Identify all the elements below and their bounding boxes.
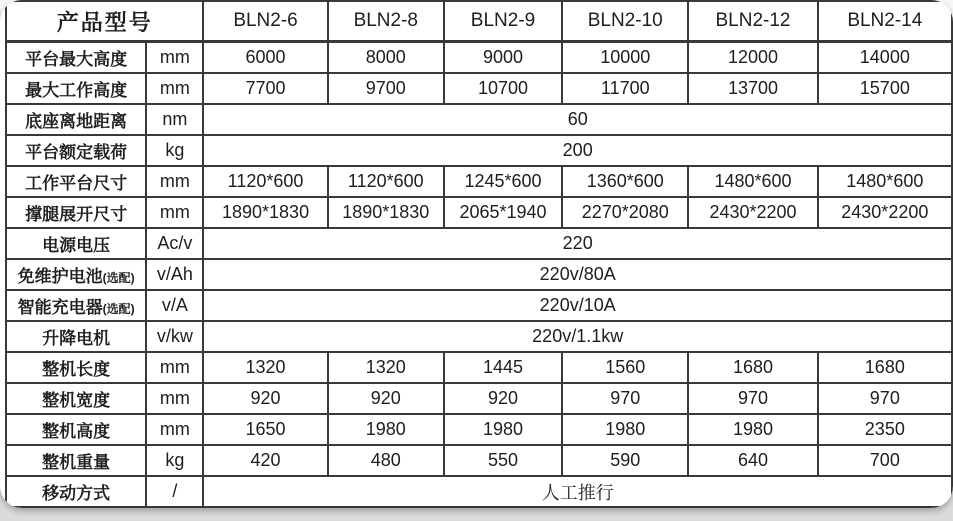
unit-cell: mm	[146, 414, 203, 445]
span-value-cell: 200	[203, 135, 952, 166]
value-cell: 10000	[562, 42, 688, 74]
table-row	[6, 414, 952, 445]
table-row	[6, 73, 952, 104]
value-cell: 2430*2200	[688, 197, 817, 228]
model-header: BLN2-12	[688, 1, 817, 42]
unit-cell: nm	[146, 104, 203, 135]
row-label: 撑腿展开尺寸	[6, 197, 146, 228]
span-value-cell: 60	[203, 104, 952, 135]
model-header: BLN2-6	[203, 1, 327, 42]
unit-cell: kg	[146, 135, 203, 166]
value-cell: 10700	[444, 73, 562, 104]
value-cell: 1890*1830	[328, 197, 444, 228]
value-cell: 14000	[818, 42, 952, 74]
unit-cell: mm	[146, 197, 203, 228]
value-cell: 2270*2080	[562, 197, 688, 228]
model-header: BLN2-9	[444, 1, 562, 42]
table-row	[6, 352, 952, 383]
value-cell: 1890*1830	[203, 197, 327, 228]
table-row	[6, 166, 952, 197]
row-label: 平台最大高度	[6, 42, 146, 74]
header-row	[6, 1, 952, 42]
unit-cell: Ac/v	[146, 228, 203, 259]
row-label: 智能充电器(选配)	[6, 290, 146, 321]
unit-cell: mm	[146, 42, 203, 74]
row-label: 整机重量	[6, 445, 146, 476]
unit-cell: mm	[146, 73, 203, 104]
unit-cell: v/kw	[146, 321, 203, 352]
table-row	[6, 476, 952, 507]
row-label: 移动方式	[6, 476, 146, 507]
span-value-cell: 220v/80A	[203, 259, 952, 290]
value-cell: 12000	[688, 42, 817, 74]
table-row	[6, 135, 952, 166]
value-cell: 1120*600	[203, 166, 327, 197]
row-label: 工作平台尺寸	[6, 166, 146, 197]
value-cell: 1445	[444, 352, 562, 383]
value-cell: 15700	[818, 73, 952, 104]
value-cell: 1560	[562, 352, 688, 383]
product-spec-table	[5, 0, 953, 508]
table-row	[6, 259, 952, 290]
value-cell: 420	[203, 445, 327, 476]
value-cell: 1320	[328, 352, 444, 383]
value-cell: 1980	[444, 414, 562, 445]
value-cell: 8000	[328, 42, 444, 74]
unit-cell: mm	[146, 383, 203, 414]
span-value-cell: 220v/10A	[203, 290, 952, 321]
spec-table-body	[6, 42, 952, 508]
value-cell: 1650	[203, 414, 327, 445]
value-cell: 2065*1940	[444, 197, 562, 228]
span-value-cell: 人工推行	[203, 476, 952, 507]
span-value-cell: 220	[203, 228, 952, 259]
row-label: 免维护电池(选配)	[6, 259, 146, 290]
value-cell: 640	[688, 445, 817, 476]
row-label: 最大工作高度	[6, 73, 146, 104]
value-cell: 1120*600	[328, 166, 444, 197]
table-row	[6, 383, 952, 414]
row-label: 整机高度	[6, 414, 146, 445]
value-cell: 550	[444, 445, 562, 476]
value-cell: 480	[328, 445, 444, 476]
row-label: 整机宽度	[6, 383, 146, 414]
row-label: 底座离地距离	[6, 104, 146, 135]
value-cell: 2350	[818, 414, 952, 445]
value-cell: 700	[818, 445, 952, 476]
unit-cell: v/A	[146, 290, 203, 321]
row-label: 整机长度	[6, 352, 146, 383]
value-cell: 970	[562, 383, 688, 414]
value-cell: 1480*600	[688, 166, 817, 197]
row-label: 电源电压	[6, 228, 146, 259]
value-cell: 970	[688, 383, 817, 414]
span-value-cell: 220v/1.1kw	[203, 321, 952, 352]
product-model-header: 产品型号	[6, 1, 203, 42]
value-cell: 920	[203, 383, 327, 414]
model-header: BLN2-14	[818, 1, 952, 42]
table-row	[6, 321, 952, 352]
unit-cell: mm	[146, 352, 203, 383]
value-cell: 1980	[562, 414, 688, 445]
value-cell: 1480*600	[818, 166, 952, 197]
value-cell: 920	[444, 383, 562, 414]
value-cell: 590	[562, 445, 688, 476]
table-row	[6, 445, 952, 476]
value-cell: 1680	[818, 352, 952, 383]
value-cell: 1680	[688, 352, 817, 383]
value-cell: 11700	[562, 73, 688, 104]
unit-cell: v/Ah	[146, 259, 203, 290]
unit-cell: mm	[146, 166, 203, 197]
value-cell: 1980	[688, 414, 817, 445]
model-header: BLN2-8	[328, 1, 444, 42]
row-label: 升降电机	[6, 321, 146, 352]
value-cell: 2430*2200	[818, 197, 952, 228]
value-cell: 1980	[328, 414, 444, 445]
row-label-note: (选配)	[102, 302, 135, 316]
value-cell: 13700	[688, 73, 817, 104]
value-cell: 6000	[203, 42, 327, 74]
value-cell: 1320	[203, 352, 327, 383]
table-row	[6, 290, 952, 321]
value-cell: 920	[328, 383, 444, 414]
row-label: 平台额定载荷	[6, 135, 146, 166]
table-row	[6, 104, 952, 135]
unit-cell: kg	[146, 445, 203, 476]
table-row	[6, 228, 952, 259]
unit-cell: /	[146, 476, 203, 507]
value-cell: 9700	[328, 73, 444, 104]
model-header: BLN2-10	[562, 1, 688, 42]
value-cell: 1245*600	[444, 166, 562, 197]
row-label-note: (选配)	[102, 271, 135, 285]
value-cell: 9000	[444, 42, 562, 74]
table-row	[6, 197, 952, 228]
value-cell: 970	[818, 383, 952, 414]
value-cell: 1360*600	[562, 166, 688, 197]
table-row	[6, 42, 952, 74]
value-cell: 7700	[203, 73, 327, 104]
